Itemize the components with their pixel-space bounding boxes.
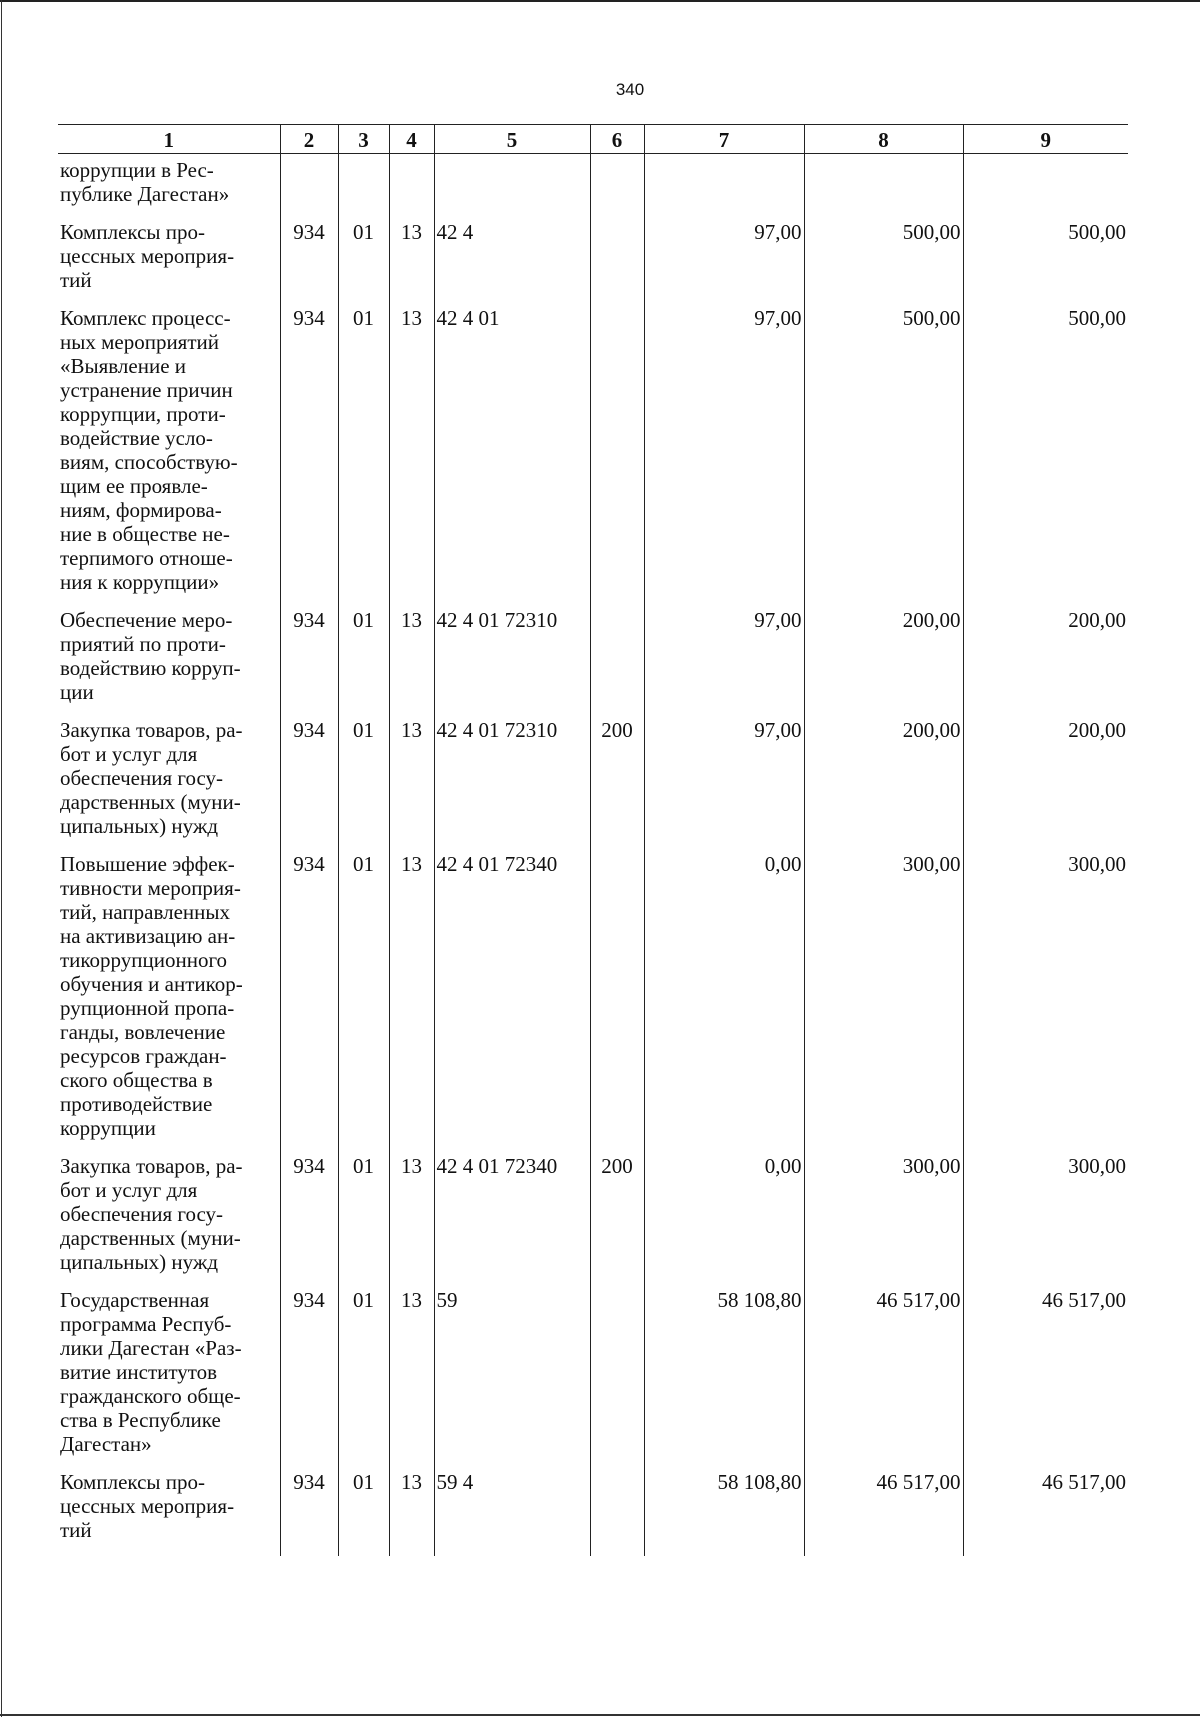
- col3-cell: [338, 1470, 389, 1556]
- col6-cell-text: 200: [601, 718, 633, 742]
- col5-code-cell-text: 42 4 01: [436, 306, 500, 330]
- col3-cell-text: 01: [353, 852, 374, 876]
- row-name-cell-text: Обеспечение меро- приятий по проти- водействию корруп- ции: [60, 608, 241, 704]
- col5-code-cell: [434, 718, 590, 852]
- col8-amount-cell-text: 200,00: [902, 718, 961, 742]
- col6-cell: [590, 608, 644, 718]
- col2-cell-text: 934: [293, 1470, 325, 1494]
- col7-amount-cell: [644, 608, 804, 718]
- col3-cell: [338, 718, 389, 852]
- col5-code-cell: [434, 852, 590, 1154]
- col2-cell-text: 934: [293, 1154, 325, 1178]
- budget-table: [58, 124, 1128, 1556]
- col3-cell: [338, 1288, 389, 1470]
- table-row: [58, 220, 1128, 306]
- col8-amount-cell-text: 46 517,00: [876, 1288, 961, 1312]
- col7-amount-cell-text: 58 108,80: [717, 1288, 802, 1312]
- col7-amount-cell-text: 97,00: [754, 220, 802, 244]
- col6-cell: [590, 306, 644, 608]
- table-row: [58, 1470, 1128, 1556]
- col2-cell: [280, 154, 338, 221]
- col7-amount-cell-text: 97,00: [754, 608, 802, 632]
- col3-cell-text: 01: [353, 1288, 374, 1312]
- col8-amount-cell: [804, 154, 963, 221]
- col9-amount-cell-text: 500,00: [1068, 306, 1126, 330]
- col3-cell: [338, 154, 389, 221]
- col8-amount-cell-text: 300,00: [902, 1154, 961, 1178]
- col2-cell: [280, 1154, 338, 1288]
- col6-cell: [590, 220, 644, 306]
- column-header: 2: [280, 125, 338, 154]
- col4-cell: [389, 1470, 434, 1556]
- row-name-cell: [58, 306, 280, 608]
- col2-cell: [280, 220, 338, 306]
- table-header-row: [58, 125, 1128, 154]
- col8-amount-cell: [804, 1470, 963, 1556]
- row-name-cell: [58, 852, 280, 1154]
- col4-cell: [389, 1288, 434, 1470]
- col4-cell: [389, 852, 434, 1154]
- row-name-cell-text: коррупции в Рес- публике Дагестан»: [60, 158, 230, 206]
- col3-cell-text: 01: [353, 220, 374, 244]
- col7-amount-cell-text: 0,00: [764, 852, 802, 876]
- col2-cell: [280, 1470, 338, 1556]
- col4-cell-text: 13: [401, 220, 422, 244]
- table-row: [58, 608, 1128, 718]
- table-row: [58, 852, 1128, 1154]
- col6-cell: [590, 852, 644, 1154]
- col8-amount-cell: [804, 718, 963, 852]
- col4-cell-text: 13: [401, 1288, 422, 1312]
- row-name-cell: [58, 154, 280, 221]
- col6-cell: [590, 718, 644, 852]
- col9-amount-cell-text: 300,00: [1068, 852, 1126, 876]
- table-row: [58, 1154, 1128, 1288]
- row-name-cell: [58, 220, 280, 306]
- col7-amount-cell: [644, 852, 804, 1154]
- row-name-cell-text: Комплексы про- цессных мероприя- тий: [60, 220, 235, 292]
- col5-code-cell-text: 59: [436, 1288, 458, 1312]
- col3-cell: [338, 852, 389, 1154]
- col7-amount-cell: [644, 1154, 804, 1288]
- col8-amount-cell-text: 46 517,00: [876, 1470, 961, 1494]
- col7-amount-cell: [644, 718, 804, 852]
- col4-cell-text: 13: [401, 608, 422, 632]
- col4-cell: [389, 220, 434, 306]
- page-number: 340: [615, 80, 645, 99]
- col3-cell-text: 01: [353, 1154, 374, 1178]
- col8-amount-cell-text: 300,00: [902, 852, 961, 876]
- col6-cell: [590, 1470, 644, 1556]
- col9-amount-cell-text: 300,00: [1068, 1154, 1126, 1178]
- col7-amount-cell: [644, 220, 804, 306]
- col2-cell-text: 934: [293, 608, 325, 632]
- column-header: 6: [590, 125, 644, 154]
- col6-cell: [590, 154, 644, 221]
- col4-cell: [389, 154, 434, 221]
- col2-cell-text: 934: [293, 220, 325, 244]
- col5-code-cell-text: 42 4: [436, 220, 474, 244]
- col9-amount-cell-text: 200,00: [1068, 718, 1126, 742]
- col8-amount-cell: [804, 852, 963, 1154]
- row-name-cell: [58, 1154, 280, 1288]
- col4-cell-text: 13: [401, 1470, 422, 1494]
- row-name-cell: [58, 608, 280, 718]
- row-name-cell-text: Закупка товаров, ра- бот и услуг для обеспечения госу- дарственных (муни- ципальных) нужд: [60, 718, 243, 838]
- col7-amount-cell: [644, 1288, 804, 1470]
- col8-amount-cell: [804, 306, 963, 608]
- col7-amount-cell-text: 97,00: [754, 306, 802, 330]
- column-header: 1: [58, 125, 280, 154]
- col8-amount-cell: [804, 1288, 963, 1470]
- col8-amount-cell: [804, 1154, 963, 1288]
- col7-amount-cell: [644, 154, 804, 221]
- table-row: [58, 718, 1128, 852]
- col9-amount-cell: [963, 154, 1128, 221]
- col7-amount-cell-text: 58 108,80: [717, 1470, 802, 1494]
- col2-cell: [280, 718, 338, 852]
- col6-cell: [590, 1288, 644, 1470]
- col2-cell-text: 934: [293, 718, 325, 742]
- col5-code-cell: [434, 608, 590, 718]
- col4-cell: [389, 1154, 434, 1288]
- col9-amount-cell: [963, 718, 1128, 852]
- col5-code-cell: [434, 1470, 590, 1556]
- col5-code-cell-text: 42 4 01 72340: [436, 852, 558, 876]
- col9-amount-cell: [963, 1288, 1128, 1470]
- col8-amount-cell-text: 500,00: [902, 220, 961, 244]
- col8-amount-cell-text: 200,00: [902, 608, 961, 632]
- col5-code-cell-text: 42 4 01 72340: [436, 1154, 558, 1178]
- row-name-cell: [58, 1470, 280, 1556]
- row-name-cell: [58, 718, 280, 852]
- col6-cell-text: 200: [601, 1154, 633, 1178]
- col3-cell-text: 01: [353, 306, 374, 330]
- col4-cell-text: 13: [401, 852, 422, 876]
- col6-cell: [590, 1154, 644, 1288]
- col9-amount-cell: [963, 1470, 1128, 1556]
- col8-amount-cell: [804, 608, 963, 718]
- col2-cell-text: 934: [293, 1288, 325, 1312]
- col9-amount-cell-text: 46 517,00: [1042, 1470, 1126, 1494]
- col4-cell-text: 13: [401, 1154, 422, 1178]
- col3-cell-text: 01: [353, 1470, 374, 1494]
- col9-amount-cell: [963, 852, 1128, 1154]
- col5-code-cell: [434, 220, 590, 306]
- col5-code-cell: [434, 154, 590, 221]
- col5-code-cell-text: 42 4 01 72310: [436, 608, 558, 632]
- row-name-cell-text: Государственная программа Респуб- лики Дагестан «Раз- витие институтов гражданского обще- ства в Республике Дагестан»: [60, 1288, 242, 1456]
- col4-cell: [389, 608, 434, 718]
- column-header: 3: [338, 125, 389, 154]
- column-header: 5: [434, 125, 590, 154]
- col7-amount-cell-text: 0,00: [764, 1154, 802, 1178]
- col7-amount-cell: [644, 1470, 804, 1556]
- table-row: [58, 154, 1128, 221]
- col9-amount-cell-text: 200,00: [1068, 608, 1126, 632]
- row-name-cell-text: Закупка товаров, ра- бот и услуг для обеспечения госу- дарственных (муни- ципальных) нужд: [60, 1154, 243, 1274]
- col3-cell: [338, 220, 389, 306]
- col4-cell-text: 13: [401, 718, 422, 742]
- col3-cell: [338, 306, 389, 608]
- column-header: 4: [389, 125, 434, 154]
- col5-code-cell: [434, 306, 590, 608]
- row-name-cell-text: Комплексы про- цессных мероприя- тий: [60, 1470, 235, 1542]
- row-name-cell-text: Комплекс процесс- ных мероприятий «Выявление и устранение причин коррупции, проти- водействие усло- виям, способствую- щим ее проявле- ниям, формирова- ние в обществе не- терпимого отноше- ния к коррупции»: [60, 306, 238, 594]
- col5-code-cell-text: 42 4 01 72310: [436, 718, 558, 742]
- col3-cell: [338, 608, 389, 718]
- col2-cell-text: 934: [293, 852, 325, 876]
- col5-code-cell-text: 59 4: [436, 1470, 474, 1494]
- col3-cell-text: 01: [353, 718, 374, 742]
- col7-amount-cell: [644, 306, 804, 608]
- scan-border-left: [1, 0, 2, 1717]
- col7-amount-cell-text: 97,00: [754, 718, 802, 742]
- col8-amount-cell-text: 500,00: [902, 306, 961, 330]
- col4-cell-text: 13: [401, 306, 422, 330]
- table-row: [58, 306, 1128, 608]
- col9-amount-cell: [963, 608, 1128, 718]
- col5-code-cell: [434, 1154, 590, 1288]
- col9-amount-cell: [963, 306, 1128, 608]
- col2-cell: [280, 1288, 338, 1470]
- column-header: 9: [963, 125, 1128, 154]
- col2-cell: [280, 608, 338, 718]
- col2-cell: [280, 306, 338, 608]
- col8-amount-cell: [804, 220, 963, 306]
- scan-border-bottom: [0, 1714, 1200, 1716]
- col3-cell-text: 01: [353, 608, 374, 632]
- col9-amount-cell-text: 500,00: [1068, 220, 1126, 244]
- column-header: 7: [644, 125, 804, 154]
- col9-amount-cell: [963, 220, 1128, 306]
- col3-cell: [338, 1154, 389, 1288]
- row-name-cell-text: Повышение эффек- тивности мероприя- тий, направленных на активизацию ан- тикоррупционного обучения и антикор- рупционной пропа- ганды, вовлечение ресурсов граждан- ского общества в противодействие коррупции: [60, 852, 243, 1140]
- column-header: 8: [804, 125, 963, 154]
- col5-code-cell: [434, 1288, 590, 1470]
- col9-amount-cell: [963, 1154, 1128, 1288]
- col4-cell: [389, 306, 434, 608]
- table-row: [58, 1288, 1128, 1470]
- row-name-cell: [58, 1288, 280, 1470]
- col2-cell: [280, 852, 338, 1154]
- col2-cell-text: 934: [293, 306, 325, 330]
- col9-amount-cell-text: 46 517,00: [1042, 1288, 1126, 1312]
- table-body: [58, 154, 1128, 1557]
- scan-border-top: [0, 0, 1200, 2]
- col4-cell: [389, 718, 434, 852]
